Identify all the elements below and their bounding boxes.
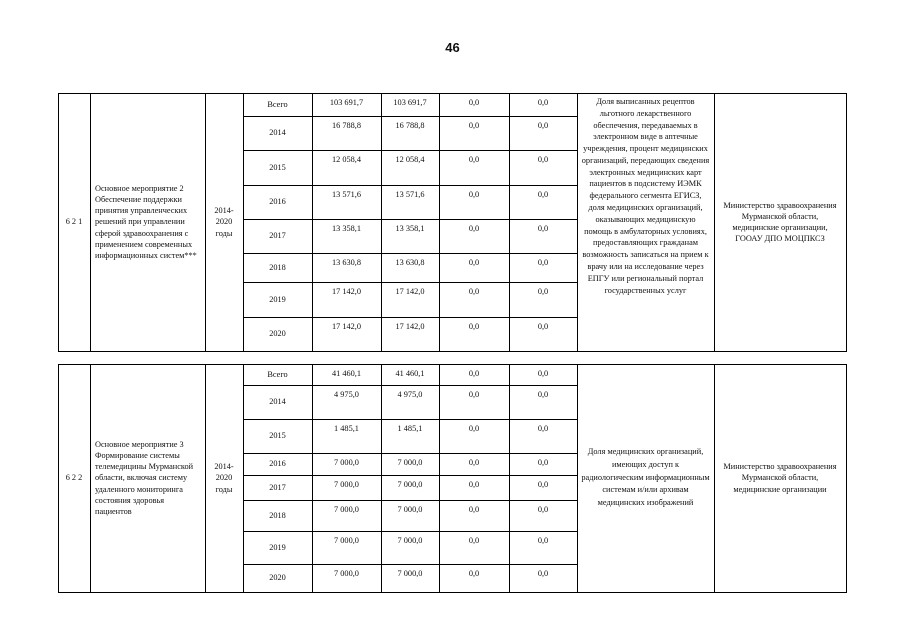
- target-indicator: Доля выписанных рецептов льготного лекарственного обеспечения, передаваемых в электронном виде в аптечные учреждения, процент медицинских организаций, передающих сведения электронных медицинских карт пациентов в подсистему ИЭМК федерального сегмента ЕГИСЗ, доля медицинских организаций, оказывающих медицинскую помощь в амбулаторных условиях, предоставляющих гражданам возможность записаться на прием к врачу или на исследование через ЕПГУ или региональный портал государственных услуг: [581, 97, 710, 295]
- row-divider: [243, 419, 578, 420]
- column-border: [205, 93, 206, 352]
- amount-regional: 41 460,1: [395, 369, 425, 378]
- amount-other: 0,0: [537, 258, 549, 267]
- amount-federal: 0,0: [468, 190, 480, 199]
- activity-title: Основное мероприятие 3 Формирование системы телемедицины Мурманской области, включая систему удаленного мониторинга состояния здоровья пациентов: [95, 439, 194, 516]
- amount-regional: 7 000,0: [397, 458, 423, 467]
- year-cell: 2018: [269, 510, 286, 520]
- amount-federal: 0,0: [468, 369, 480, 378]
- year-cell: Всего: [267, 369, 288, 379]
- amount-total: 16 788,8: [331, 121, 362, 130]
- row-code: 6 2 2: [65, 473, 83, 483]
- amount-federal: 0,0: [468, 155, 480, 164]
- column-border: [509, 364, 510, 593]
- amount-regional: 16 788,8: [395, 121, 425, 130]
- implementation-period: 2014- 2020 годы: [214, 462, 234, 494]
- row-divider: [243, 500, 578, 501]
- year-cell: Всего: [267, 99, 288, 109]
- amount-total: 7 000,0: [334, 569, 359, 578]
- row-divider: [243, 150, 578, 151]
- row-divider: [243, 253, 578, 254]
- block-top-border: [58, 364, 847, 365]
- column-border: [381, 364, 382, 593]
- column-border: [577, 364, 578, 593]
- amount-regional: 4 975,0: [397, 390, 423, 399]
- amount-federal: 0,0: [468, 121, 480, 130]
- row-divider: [243, 385, 578, 386]
- amount-other: 0,0: [537, 322, 549, 331]
- block-bottom-border: [58, 351, 847, 352]
- amount-total: 7 000,0: [334, 536, 359, 545]
- amount-other: 0,0: [537, 458, 549, 467]
- year-cell: 2014: [269, 397, 286, 407]
- amount-regional: 13 630,8: [395, 258, 425, 267]
- amount-total: 13 571,6: [331, 190, 362, 199]
- row-divider: [243, 531, 578, 532]
- amount-other: 0,0: [537, 98, 549, 107]
- column-border: [205, 364, 206, 593]
- column-border: [312, 364, 313, 593]
- responsible-executor: Министерство здравоохранения Мурманской области, медицинские организации: [723, 462, 837, 494]
- amount-other: 0,0: [537, 536, 549, 545]
- column-border: [846, 93, 847, 352]
- column-border: [381, 93, 382, 352]
- amount-total: 4 975,0: [334, 390, 359, 399]
- amount-regional: 103 691,7: [393, 98, 427, 107]
- activity-title: Основное мероприятие 2 Обеспечение поддержки принятия управленческих решений при управлении сферой здравоохранения с применением современных информационных систем***: [95, 183, 197, 260]
- column-border: [577, 93, 578, 352]
- amount-regional: 7 000,0: [397, 505, 423, 514]
- year-cell: 2015: [269, 431, 286, 441]
- year-cell: 2017: [269, 231, 286, 241]
- block-bottom-border: [58, 592, 847, 593]
- column-border: [714, 93, 715, 352]
- amount-total: 17 142,0: [331, 287, 362, 296]
- column-border: [243, 93, 244, 352]
- amount-total: 12 058,4: [331, 155, 362, 164]
- amount-regional: 7 000,0: [397, 536, 423, 545]
- column-border: [846, 364, 847, 593]
- amount-total: 7 000,0: [334, 505, 359, 514]
- amount-total: 7 000,0: [334, 480, 359, 489]
- year-cell: 2020: [269, 329, 286, 339]
- implementation-period: 2014- 2020 годы: [214, 206, 234, 238]
- amount-regional: 13 571,6: [395, 190, 425, 199]
- amount-other: 0,0: [537, 390, 549, 399]
- row-divider: [243, 282, 578, 283]
- row-divider: [243, 317, 578, 318]
- amount-federal: 0,0: [468, 424, 480, 433]
- page-number: 46: [445, 40, 460, 55]
- column-border: [58, 93, 59, 352]
- amount-other: 0,0: [537, 121, 549, 130]
- year-cell: 2018: [269, 262, 286, 272]
- amount-regional: 1 485,1: [397, 424, 423, 433]
- amount-regional: 7 000,0: [397, 569, 423, 578]
- row-divider: [243, 116, 578, 117]
- year-cell: 2016: [269, 197, 286, 207]
- year-cell: 2020: [269, 573, 286, 583]
- row-divider: [243, 453, 578, 454]
- column-border: [243, 364, 244, 593]
- amount-federal: 0,0: [468, 224, 480, 233]
- amount-regional: 17 142,0: [395, 287, 425, 296]
- amount-federal: 0,0: [468, 569, 480, 578]
- amount-total: 1 485,1: [334, 424, 359, 433]
- amount-federal: 0,0: [468, 480, 480, 489]
- amount-other: 0,0: [537, 369, 549, 378]
- amount-other: 0,0: [537, 424, 549, 433]
- year-cell: 2017: [269, 482, 286, 492]
- column-border: [714, 364, 715, 593]
- target-indicator: Доля медицинских организаций, имеющих доступ к радиологическим информационным системам и/или архивам медицинских изображений: [581, 446, 710, 508]
- amount-other: 0,0: [537, 505, 549, 514]
- amount-regional: 17 142,0: [395, 322, 425, 331]
- year-cell: 2019: [269, 542, 286, 552]
- column-border: [312, 93, 313, 352]
- row-divider: [243, 185, 578, 186]
- block-top-border: [58, 93, 847, 94]
- amount-federal: 0,0: [468, 98, 480, 107]
- column-border: [509, 93, 510, 352]
- row-divider: [243, 219, 578, 220]
- amount-other: 0,0: [537, 190, 549, 199]
- column-border: [58, 364, 59, 593]
- amount-federal: 0,0: [468, 458, 480, 467]
- year-cell: 2019: [269, 294, 286, 304]
- amount-total: 41 460,1: [331, 369, 362, 378]
- amount-other: 0,0: [537, 569, 549, 578]
- amount-total: 13 630,8: [331, 258, 362, 267]
- year-cell: 2014: [269, 128, 286, 138]
- amount-total: 7 000,0: [334, 458, 359, 467]
- column-border: [439, 364, 440, 593]
- amount-federal: 0,0: [468, 287, 480, 296]
- amount-federal: 0,0: [468, 505, 480, 514]
- amount-total: 13 358,1: [331, 224, 362, 233]
- amount-other: 0,0: [537, 287, 549, 296]
- amount-other: 0,0: [537, 480, 549, 489]
- amount-total: 103 691,7: [329, 98, 364, 107]
- amount-other: 0,0: [537, 224, 549, 233]
- amount-federal: 0,0: [468, 390, 480, 399]
- column-border: [439, 93, 440, 352]
- responsible-executor: Министерство здравоохранения Мурманской области, медицинские организации, ГООАУ ДПО МОЦПКСЗ: [723, 200, 837, 244]
- amount-regional: 7 000,0: [397, 480, 423, 489]
- column-border: [90, 364, 91, 593]
- amount-total: 17 142,0: [331, 322, 362, 331]
- row-code: 6 2 1: [65, 217, 83, 227]
- row-divider: [243, 564, 578, 565]
- year-cell: 2015: [269, 162, 286, 172]
- year-cell: 2016: [269, 459, 286, 469]
- amount-other: 0,0: [537, 155, 549, 164]
- amount-regional: 12 058,4: [395, 155, 425, 164]
- amount-federal: 0,0: [468, 322, 480, 331]
- amount-federal: 0,0: [468, 536, 480, 545]
- row-divider: [243, 475, 578, 476]
- amount-federal: 0,0: [468, 258, 480, 267]
- amount-regional: 13 358,1: [395, 224, 425, 233]
- column-border: [90, 93, 91, 352]
